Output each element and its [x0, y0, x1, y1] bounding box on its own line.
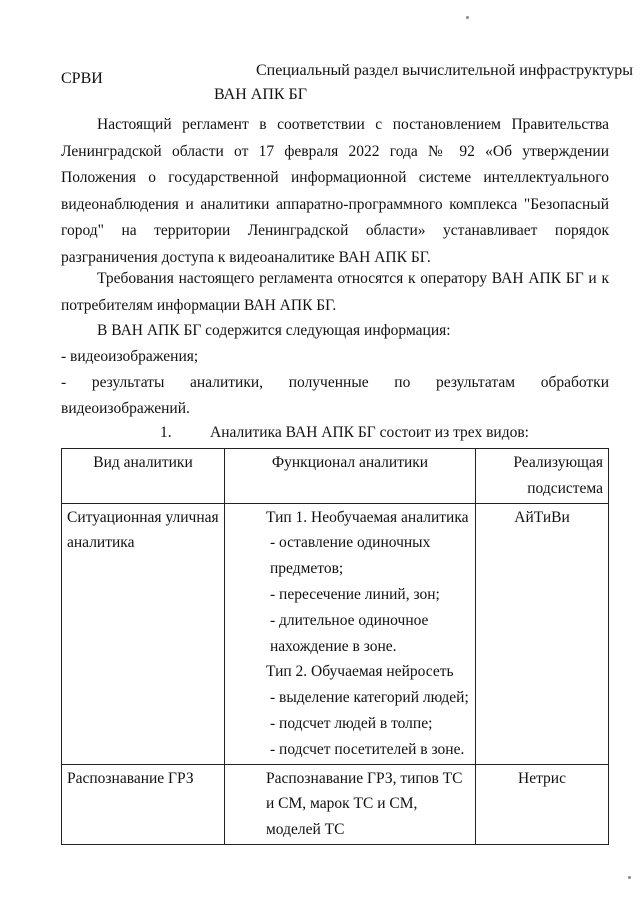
analytics-list-heading	[160, 424, 529, 442]
table-cell-functions	[225, 503, 476, 764]
function-item: - длительное одиночное нахождение в зоне.	[270, 611, 429, 655]
function-item: - оставление одиночных предметов;	[270, 534, 431, 578]
table-header-cell: Вид аналитики	[62, 449, 225, 504]
table-cell-functions	[225, 764, 476, 844]
section-title-line1: Специальный раздел вычислительной инфраструктуры	[256, 62, 634, 79]
table-cell-type: Ситуационная уличная аналитика	[62, 503, 225, 764]
table-row	[62, 503, 609, 764]
section-title-line2: ВАН АПК БГ	[214, 86, 307, 103]
list-heading-text: Аналитика ВАН АПК БГ состоит из трех видов:	[210, 424, 529, 441]
contains-paragraph: В ВАН АПК БГ содержится следующая информация:	[97, 322, 451, 339]
scan-speck	[628, 876, 631, 879]
function-item: - пересечение линий, зон;	[270, 585, 440, 603]
requirements-paragraph: Требования настоящего регламента относятся к оператору ВАН АПК БГ и к потребителям информации ВАН АПК БГ.	[61, 270, 609, 314]
table-cell-type: Распознавание ГРЗ	[62, 764, 225, 844]
table-header-cell: Реализующая подсистема	[476, 449, 609, 504]
table-row	[62, 764, 609, 844]
list-item-results-line1: - результаты аналитики, полученные по результатам обработки	[61, 374, 609, 391]
table-header-row	[62, 449, 609, 504]
function-item: - выделение категорий людей;	[270, 689, 469, 707]
function-text: Распознавание ГРЗ, типов ТС и СМ, марок ТС и СМ, моделей ТС	[266, 769, 463, 839]
list-number: 1.	[160, 424, 172, 441]
intro-paragraph: Настоящий регламент в соответствии с постановлением Правительства Ленинградской области от 17 февраля 2022 года № 92 «Об утверждении Положения о государственной информационной системе интеллектуального видеонаблюдения и аналитики аппаратно-программного комплекса "Безопасный город" на территории Ленинградской области» устанавливает порядок разграничения доступа к видеоаналитике ВАН АПК БГ.	[61, 116, 609, 266]
analytics-table	[61, 448, 609, 845]
function-type2-title: Тип 2. Обучаемая нейросеть	[266, 663, 454, 681]
scan-speck	[466, 16, 469, 19]
table-header-cell: Функционал аналитики	[225, 449, 476, 504]
table-cell-subsystem: Нетрис	[476, 764, 609, 844]
function-item: - подсчет людей в толпе;	[270, 714, 433, 732]
function-item: - подсчет посетителей в зоне.	[270, 740, 465, 758]
list-item-results-line2: видеоизображений.	[61, 400, 190, 417]
list-item-video: - видеоизображения;	[61, 348, 199, 365]
table-cell-subsystem: АйТиВи	[476, 503, 609, 764]
section-code: СРВИ	[61, 70, 103, 87]
function-type1-title: Тип 1. Необучаемая аналитика	[266, 508, 469, 526]
